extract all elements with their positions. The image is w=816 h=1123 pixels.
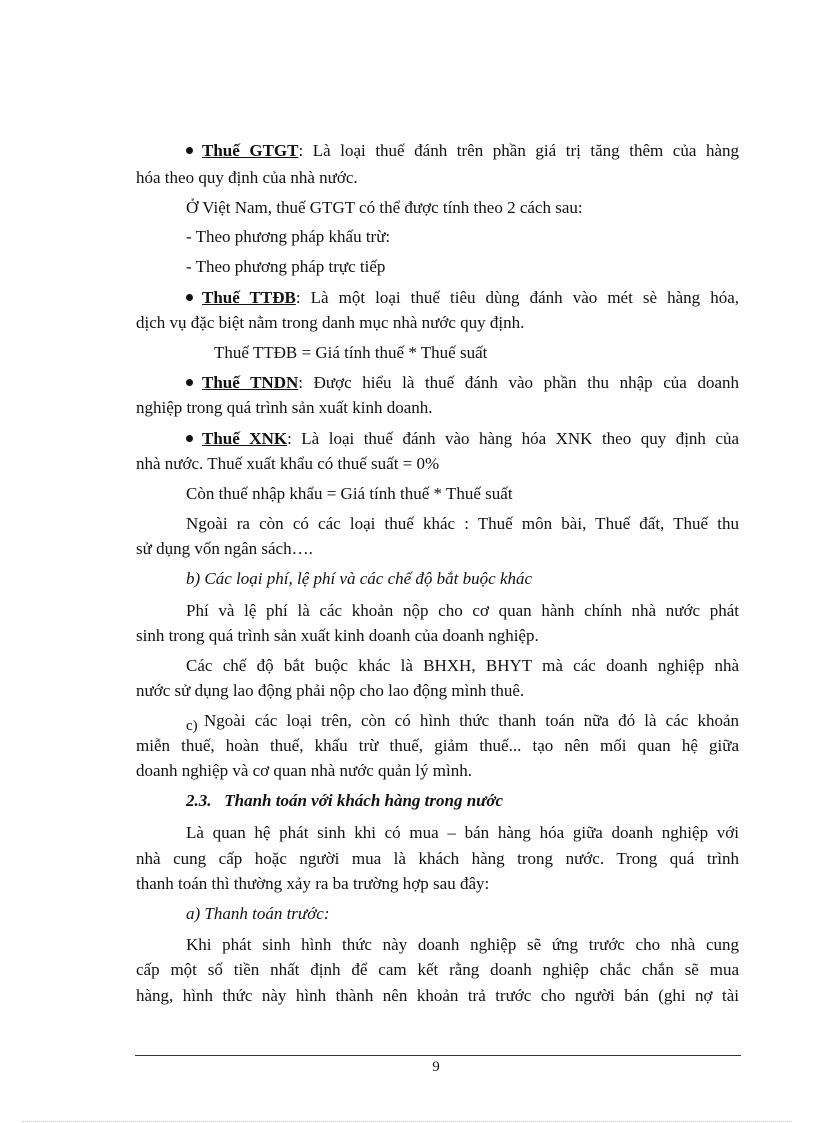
paragraph-line: Ngoài ra còn có các loại thuế khác : Thuế môn bài, Thuế đất, Thuế thu xyxy=(186,514,739,533)
bullet-icon xyxy=(186,435,193,442)
formula: Thuế TTĐB = Giá tính thuế * Thuế suất xyxy=(214,343,488,362)
subheading-c-label: c) xyxy=(186,718,198,734)
bullet-xnk xyxy=(136,428,739,450)
paragraph-line: dịch vụ đặc biệt nằm trong danh mục nhà nước quy định. xyxy=(136,313,525,332)
bullet-icon xyxy=(186,147,193,154)
paragraph-line: nước sử dụng lao động phải nộp cho lao động mình thuê. xyxy=(136,681,525,700)
subheading-a: a) Thanh toán trước: xyxy=(186,904,330,923)
bullet-text: : Là một loại thuế tiêu dùng đánh vào mét sè hàng hóa, xyxy=(295,288,740,307)
footer-divider xyxy=(135,1055,741,1056)
paragraph-line: nghiệp trong quá trình sản xuất kinh doanh. xyxy=(136,398,433,417)
formula: Còn thuế nhập khẩu = Giá tính thuế * Thuế suất xyxy=(186,484,513,503)
paragraph-line: doanh nghiệp và cơ quan nhà nước quản lý mình. xyxy=(136,761,472,780)
bullet-gtgt xyxy=(136,140,739,162)
bullet-text: : Là loại thuế đánh vào hàng hóa XNK theo quy định của xyxy=(287,429,739,448)
term-ttdb: Thuế TTĐB xyxy=(202,288,296,307)
section-heading: 2.3. Thanh toán với khách hàng trong nước xyxy=(186,791,504,810)
term-xnk: Thuế XNK xyxy=(202,429,288,448)
paragraph-line: Ở Việt Nam, thuế GTGT có thể được tính theo 2 cách sau: xyxy=(186,198,583,217)
bullet-icon xyxy=(186,379,193,386)
bullet-icon xyxy=(186,294,193,301)
paragraph-line: hàng, hình thức này hình thành nên khoản trả trước cho người bán (ghi nợ tài xyxy=(136,986,739,1005)
paragraph-line: Ngoài các loại trên, còn có hình thức thanh toán nữa đó là các khoản xyxy=(204,711,739,730)
paragraph-line: thanh toán thì thường xảy ra ba trường hợp sau đây: xyxy=(136,874,490,893)
paragraph-line: cấp một số tiền nhất định để cam kết rằng doanh nghiệp chắc chắn sẽ mua xyxy=(136,960,739,979)
subheading-b: b) Các loại phí, lệ phí và các chế độ bắt buộc khác xyxy=(186,569,533,588)
paragraph-line: hóa theo quy định của nhà nước. xyxy=(136,168,358,187)
page-edge-dots xyxy=(22,1121,792,1122)
paragraph-line: Phí và lệ phí là các khoản nộp cho cơ quan hành chính nhà nước phát xyxy=(186,601,739,620)
paragraph-line: sinh trong quá trình sản xuất kinh doanh của doanh nghiệp. xyxy=(136,626,539,645)
paragraph-line: Khi phát sinh hình thức này doanh nghiệp sẽ ứng trước cho nhà cung xyxy=(186,935,739,954)
paragraph-line: nhà nước. Thuế xuất khẩu có thuế suất = 0% xyxy=(136,454,440,473)
term-tndn: Thuế TNDN xyxy=(202,373,299,392)
bullet-text: : Được hiểu là thuế đánh vào phần thu nhập của doanh xyxy=(298,373,739,392)
paragraph-line: Các chế độ bắt buộc khác là BHXH, BHYT mà các doanh nghiệp nhà xyxy=(186,656,739,675)
page-number: 9 xyxy=(432,1059,440,1075)
bullet-tndn xyxy=(136,372,739,394)
list-item: - Theo phương pháp khấu trừ: xyxy=(186,227,391,246)
bullet-text: : Là loại thuế đánh trên phần giá trị tăng thêm của hàng xyxy=(298,141,739,160)
paragraph-line: nhà cung cấp hoặc người mua là khách hàng trong nước. Trong quá trình xyxy=(136,849,739,868)
term-gtgt: Thuế GTGT xyxy=(202,141,299,160)
paragraph-line: miễn thuế, hoàn thuế, khấu trừ thuế, giảm thuế... tạo nên mối quan hệ giữa xyxy=(136,736,739,755)
bullet-ttdb xyxy=(136,287,739,309)
paragraph-line: Là quan hệ phát sinh khi có mua – bán hàng hóa giữa doanh nghiệp với xyxy=(186,823,739,842)
paragraph-line: sử dụng vốn ngân sách…. xyxy=(136,539,313,558)
list-item: - Theo phương pháp trực tiếp xyxy=(186,257,386,276)
